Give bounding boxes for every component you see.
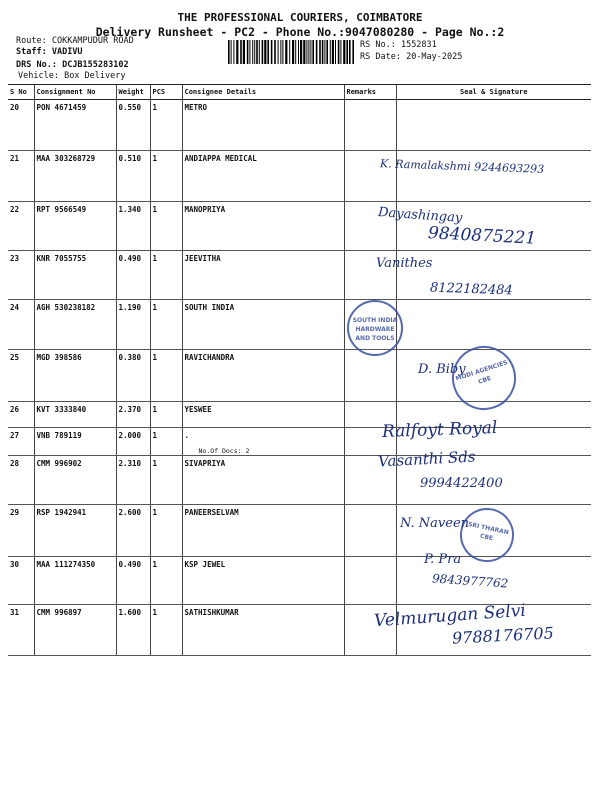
col-seal-signature: Seal & Signature [396, 85, 591, 100]
barcode-bar [298, 40, 299, 64]
barcode-bar [340, 40, 341, 64]
row-consignee-text: PANEERSELVAM [184, 508, 239, 517]
row-signature-cell [396, 100, 591, 151]
drs-value: DCJB155283102 [62, 60, 129, 70]
row-weight-text: 2.000 [118, 431, 142, 440]
row-consignee [182, 202, 344, 251]
barcode-bar [303, 40, 305, 64]
barcode-bar [310, 40, 311, 64]
signature-row31-phone: 9788176705 [451, 623, 555, 648]
col-weight: Weight [116, 85, 150, 100]
barcode-bar [264, 40, 266, 64]
row-weight [116, 151, 150, 202]
row-pcs-text: 1 [152, 608, 158, 617]
row-pcs-text: 1 [152, 405, 158, 414]
stamp-tharan: SRI THARAN CBE [455, 503, 519, 567]
barcode-bar [243, 40, 245, 64]
row-consignment [34, 402, 116, 428]
row-consignee [182, 505, 344, 557]
rs-no-line [360, 40, 437, 50]
row-sno-text: 21 [10, 154, 20, 163]
signature-row23-phone: 8122182484 [429, 280, 513, 299]
barcode-bar [326, 40, 328, 64]
row-pcs [150, 251, 182, 300]
row-consignment-text: MAA 111274350 [36, 560, 96, 569]
row-consignee-text: MANOPRIYA [184, 205, 226, 214]
row-sno [8, 605, 34, 656]
row-consignment-text: RSP 1942941 [36, 508, 87, 517]
row-pcs-text: 1 [152, 254, 158, 263]
row-remarks [344, 557, 396, 605]
signature-row21: K. Ramalakshmi 9244693293 [379, 157, 545, 176]
col-pcs: PCS [150, 85, 182, 100]
row-consignment [34, 428, 116, 456]
row-pcs [150, 151, 182, 202]
row-weight-text: 2.310 [118, 459, 142, 468]
signature-row29: N. Naveen [400, 516, 470, 531]
barcode-bar [292, 40, 294, 64]
row-pcs-text: 1 [152, 154, 158, 163]
row-pcs-text: 1 [152, 103, 158, 112]
col-consignee: Consignee Details [182, 85, 344, 100]
row-pcs-text: 1 [152, 431, 158, 440]
staff-label: Staff: [16, 47, 47, 57]
barcode-bar [306, 40, 307, 64]
barcode-bar [280, 40, 281, 64]
row-consignment-text: MAA 303268729 [36, 154, 96, 163]
row-pcs [150, 100, 182, 151]
row-consignment [34, 505, 116, 557]
barcode-bar [256, 40, 258, 64]
barcode-bar [349, 40, 351, 64]
barcode [228, 40, 354, 64]
barcode-bar [228, 40, 230, 64]
barcode-bar [233, 40, 234, 64]
row-weight [116, 350, 150, 402]
runsheet-subtitle: Delivery Runsheet - PC2 - Phone No.:9047080280 - Page No.:2 [95, 25, 505, 39]
barcode-bar [295, 40, 296, 64]
row-sno [8, 505, 34, 557]
row-weight [116, 605, 150, 656]
row-pcs [150, 300, 182, 350]
row-consignment [34, 151, 116, 202]
signature-row28-name: Vasanthi Sds [377, 447, 476, 471]
row-sno-text: 22 [10, 205, 20, 214]
row-sno-text: 28 [10, 459, 20, 468]
row-consignment-text: PON 4671459 [36, 103, 87, 112]
row-consignee [182, 251, 344, 300]
signature-row30-phone: 9843977762 [431, 571, 509, 591]
row-pcs [150, 605, 182, 656]
barcode-bar [289, 40, 290, 64]
row-pcs [150, 402, 182, 428]
row-pcs-text: 1 [152, 353, 158, 362]
row-consignee [182, 402, 344, 428]
table-row [8, 428, 591, 456]
row-pcs [150, 557, 182, 605]
row-sno-text: 26 [10, 405, 20, 414]
barcode-bar [262, 40, 264, 64]
row-weight [116, 402, 150, 428]
row-consignee-text: SIVAPRIYA [184, 459, 226, 468]
row-pcs-text: 1 [152, 508, 158, 517]
barcode-bar [240, 40, 242, 64]
row-weight-text: 1.190 [118, 303, 142, 312]
barcode-bar [322, 40, 324, 64]
row-consignment-text: AGH 530238182 [36, 303, 96, 312]
barcode-bar [312, 40, 314, 64]
row-pcs [150, 428, 182, 456]
barcode-bar [324, 40, 325, 64]
row-pcs-text: 1 [152, 459, 158, 468]
row-sno-text: 20 [10, 103, 20, 112]
rs-no-value: 1552831 [400, 40, 437, 50]
row-consignment-text: RPT 9566549 [36, 205, 87, 214]
row-pcs [150, 350, 182, 402]
table-row [8, 456, 591, 505]
row-consignee [182, 605, 344, 656]
row-consignee-text: JEEVITHA [184, 254, 221, 263]
row-weight [116, 100, 150, 151]
row-sno [8, 300, 34, 350]
vehicle-line [18, 71, 126, 81]
rs-date-line [360, 52, 462, 62]
table-row [8, 151, 591, 202]
route-line [16, 36, 134, 46]
row-weight [116, 202, 150, 251]
row-sno [8, 100, 34, 151]
barcode-bar [300, 40, 302, 64]
barcode-bar [346, 40, 348, 64]
staff-value: VADIVU [51, 47, 83, 57]
barcode-bar [316, 40, 318, 64]
row-weight [116, 505, 150, 557]
signature-row28-phone: 9994422400 [420, 476, 503, 491]
barcode-bar [254, 40, 255, 64]
barcode-bar [330, 40, 331, 64]
row-sno-text: 25 [10, 353, 20, 362]
row-consignment-text: MGD 398586 [36, 353, 82, 362]
row-consignment-text: KVT 3333840 [36, 405, 87, 414]
col-remarks: Remarks [344, 85, 396, 100]
row-consignment-text: VNB 789119 [36, 431, 82, 440]
row-consignee [182, 557, 344, 605]
row-pcs [150, 505, 182, 557]
row-weight-text: 0.380 [118, 353, 142, 362]
row-sno [8, 151, 34, 202]
row-remarks [344, 350, 396, 402]
row-sno [8, 202, 34, 251]
row-consignment-text: CMM 996902 [36, 459, 82, 468]
row-pcs-text: 1 [152, 560, 158, 569]
vehicle-value: Box Delivery [64, 71, 126, 81]
row-consignment [34, 557, 116, 605]
barcode-bar [252, 40, 253, 64]
row-weight-text: 2.600 [118, 508, 142, 517]
route-value: COKKAMPUDUR ROAD [51, 36, 134, 46]
col-consignment: Consignment No [34, 85, 116, 100]
row-pcs-text: 1 [152, 303, 158, 312]
row-consignment [34, 605, 116, 656]
barcode-bar [338, 40, 340, 64]
row-pcs [150, 202, 182, 251]
company-title: THE PROFESSIONAL COURIERS, COIMBATORE [177, 11, 423, 24]
row-consignee [182, 456, 344, 505]
table-row [8, 402, 591, 428]
signature-row23-name: Vanithes [376, 256, 433, 271]
row-sno [8, 251, 34, 300]
row-sno-text: 31 [10, 608, 20, 617]
row-pcs [150, 456, 182, 505]
stamp-modi-agencies: MODI AGENCIES CBE [444, 338, 525, 419]
row-weight-text: 2.370 [118, 405, 142, 414]
row-weight [116, 300, 150, 350]
row-weight [116, 428, 150, 456]
signature-row31-name: Velmurugan Selvi [373, 600, 527, 632]
rs-date-value: 20-May-2025 [406, 52, 463, 62]
barcode-bar [231, 40, 232, 64]
drs-label: DRS No.: [16, 60, 57, 70]
vehicle-label: Vehicle: [18, 71, 59, 81]
row-consignee [182, 100, 344, 151]
row-consignee-text: ANDIAPPA MEDICAL [184, 154, 257, 163]
signature-row22-name: Dayashingay [377, 205, 463, 226]
barcode-bar [236, 40, 238, 64]
table-row [8, 100, 591, 151]
row-consignee-text: METRO [184, 103, 208, 112]
row-consignment [34, 456, 116, 505]
row-remarks [344, 505, 396, 557]
rs-date-label: RS Date: [360, 52, 401, 62]
barcode-bar [343, 40, 345, 64]
barcode-bar [308, 40, 309, 64]
row-sno [8, 402, 34, 428]
row-consignee [182, 151, 344, 202]
row-sno [8, 557, 34, 605]
row-pcs-text: 1 [152, 205, 158, 214]
barcode-bar [352, 40, 354, 64]
barcode-bar [335, 40, 336, 64]
signature-row22-phone: 9840875221 [427, 223, 537, 249]
row-sno [8, 428, 34, 456]
row-consignee-text: SATHISHKUMAR [184, 608, 239, 617]
row-consignee-text: YESWEE [184, 405, 212, 414]
barcode-bar [247, 40, 249, 64]
staff-line [16, 47, 83, 57]
row-consignment [34, 202, 116, 251]
barcode-bar [249, 40, 250, 64]
barcode-bar [274, 40, 276, 64]
route-label: Route: [16, 36, 47, 46]
row-consignment [34, 100, 116, 151]
row-consignment [34, 350, 116, 402]
row-consignee-text: . [184, 431, 190, 440]
table-row [8, 300, 591, 350]
row-weight-text: 1.600 [118, 608, 142, 617]
row-sno [8, 456, 34, 505]
row-weight-text: 0.550 [118, 103, 142, 112]
row-sno-text: 27 [10, 431, 20, 440]
signature-row27: Ralfoyt Royal [381, 417, 498, 443]
table-header-row [8, 85, 591, 100]
row-weight-text: 0.490 [118, 254, 142, 263]
row-sno-text: 30 [10, 560, 20, 569]
row-consignee [182, 350, 344, 402]
row-weight [116, 251, 150, 300]
row-sno [8, 350, 34, 402]
row-weight [116, 456, 150, 505]
barcode-bar [259, 40, 260, 64]
row-sno-text: 29 [10, 508, 20, 517]
signature-row30-name: P. Pra [424, 552, 462, 567]
barcode-bar [319, 40, 321, 64]
row-weight-text: 0.510 [118, 154, 142, 163]
row-consignee [182, 428, 344, 456]
row-weight-text: 1.340 [118, 205, 142, 214]
row-weight-text: 0.490 [118, 560, 142, 569]
row-consignee [182, 300, 344, 350]
row-signature-cell [396, 300, 591, 350]
row-weight [116, 557, 150, 605]
row-consignment [34, 251, 116, 300]
rs-no-label: RS No.: [360, 40, 396, 50]
barcode-bar [285, 40, 287, 64]
row-consignee-text: KSP JEWEL [184, 560, 226, 569]
barcode-bar [271, 40, 273, 64]
row-consignee-text: RAVICHANDRA [184, 353, 235, 362]
row-consignment-text: KNR 7055755 [36, 254, 87, 263]
docs-count: No.Of Docs: 2 [198, 447, 250, 455]
row-consignment-text: CMM 996897 [36, 608, 82, 617]
row-consignee-text: SOUTH INDIA [184, 303, 235, 312]
col-sno: S No [8, 85, 34, 100]
stamp-hardware: SOUTH INDIA HARDWARE AND TOOLS [347, 300, 403, 356]
row-sno-text: 23 [10, 254, 20, 263]
row-sno-text: 24 [10, 303, 20, 312]
drs-line [16, 60, 129, 70]
barcode-bar [282, 40, 283, 64]
row-consignment [34, 300, 116, 350]
barcode-bar [278, 40, 279, 64]
signature-row25: D. Biby [418, 362, 466, 377]
barcode-bar [267, 40, 269, 64]
barcode-bar [332, 40, 334, 64]
row-remarks [344, 100, 396, 151]
